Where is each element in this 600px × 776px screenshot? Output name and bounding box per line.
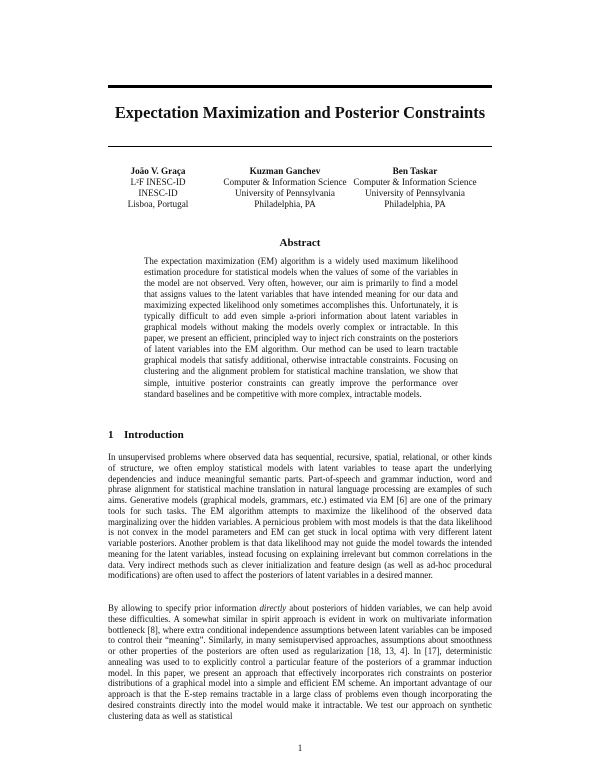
author-affiliation: L²F INESC-ID [130, 177, 186, 187]
section-heading [108, 429, 184, 441]
author-location: Philadelphia, PA [254, 199, 316, 209]
author-name: João V. Graça [130, 166, 186, 176]
title-rule-top [108, 85, 492, 88]
author-affiliation: INESC-ID [138, 188, 178, 198]
author-affiliation: University of Pennsylvania [364, 188, 466, 198]
emphasis-text: directly [259, 603, 287, 613]
author-block [335, 166, 495, 210]
author-name: Ben Taskar [392, 166, 438, 176]
author-affiliation: University of Pennsylvania [234, 188, 336, 198]
abstract-heading: Abstract [279, 237, 321, 249]
page-number: 1 [297, 743, 303, 753]
author-affiliation: Computer & Information Science [223, 177, 347, 187]
author-block [98, 166, 218, 210]
author-location: Philadelphia, PA [384, 199, 446, 209]
section-title: Introduction [124, 429, 184, 441]
author-location: Lisboa, Portugal [127, 199, 189, 209]
paper-title: Expectation Maximization and Posterior Constraints [114, 103, 486, 122]
abstract-text: The expectation maximization (EM) algorithm is a widely used maximum likelihood estimation procedure for statistical models when the values of some of the variables in the model are not observed. Very often, however, our aim is primarily to find a model that assigns values to the latent variables that have intended meaning for our data and maximizing expected likelihood only sometimes accomplishes this. Unfortunately, it is typically difficult to add even simple a-priori information about latent variables in graphical models without making the models overly complex or intractable. In this paper, we present an efficient, principled way to inject rich constraints on the posteriors of latent variables into the EM algorithm. Our method can be used to learn tractable graphical models that satisfy additional, otherwise intractable constraints. Focusing on clustering and the alignment problem for statistical machine translation, we show that simple, intuitive posterior constraints can greatly improve the performance over standard baselines and be competitive with more complex, intractable models. [144, 256, 458, 399]
paragraph-text: about posteriors of hidden variables, we can help avoid these difficulties. A somewhat similar in spirit approach is evident in work on multivariate information bottleneck [8], where extra conditional independence assumptions between latent variables can be imposed to control their “meaning”. Similarly, in many semisupervised approaches, assumptions about smoothness or other properties of the posteriors are often used as regularization [18, 13, 4]. In [17], deterministic annealing was used to to explicitly control a particular feature of the posteriors of a grammar induction model. In this paper, we present an approach that effectively incorporates rich constraints on posterior distributions of a graphical model into a simple and efficient EM scheme. An important advantage of our approach is that the E-step remains tractable in a large class of problems even though incorporating the desired constraints directly into the model would make it intractable. We test our approach on synthetic clustering data as well as statistical [108, 603, 492, 721]
author-affiliation: Computer & Information Science [353, 177, 477, 187]
title-rule-bottom [108, 146, 492, 147]
body-paragraph: In unsupervised problems where observed data has sequential, recursive, spatial, relational, or other kinds of structure, we often employ statistical models with latent variables to tease apart the underlying dependencies and induce meaningful semantic parts. Part-of-speech and grammar induction, word and phrase alignment for statistical machine translation in natural language processing are examples of such aims. Generative models (graphical models, grammars, etc.) estimated via EM [6] are one of the primary tools for such tasks. The EM algorithm attempts to maximize the likelihood of the observed data marginalizing over the hidden variables. A pernicious problem with most models is that the data likelihood is not convex in the model parameters and EM can get stuck in local optima with very different latent variable posteriors. Another problem is that data likelihood may not guide the model towards the intended meaning for the latent variables, instead focusing on explaining irrelevant but common correlations in the data. Very indirect methods such as clever initialization and feature design (as well as ad-hoc procedural modifications) are often used to affect the posteriors of latent variables in a desired manner. [108, 452, 492, 581]
section-number: 1 [108, 429, 114, 441]
author-name: Kuzman Ganchev [249, 166, 321, 176]
paragraph-text: By allowing to specify prior information [108, 603, 260, 613]
body-paragraph [108, 603, 492, 721]
